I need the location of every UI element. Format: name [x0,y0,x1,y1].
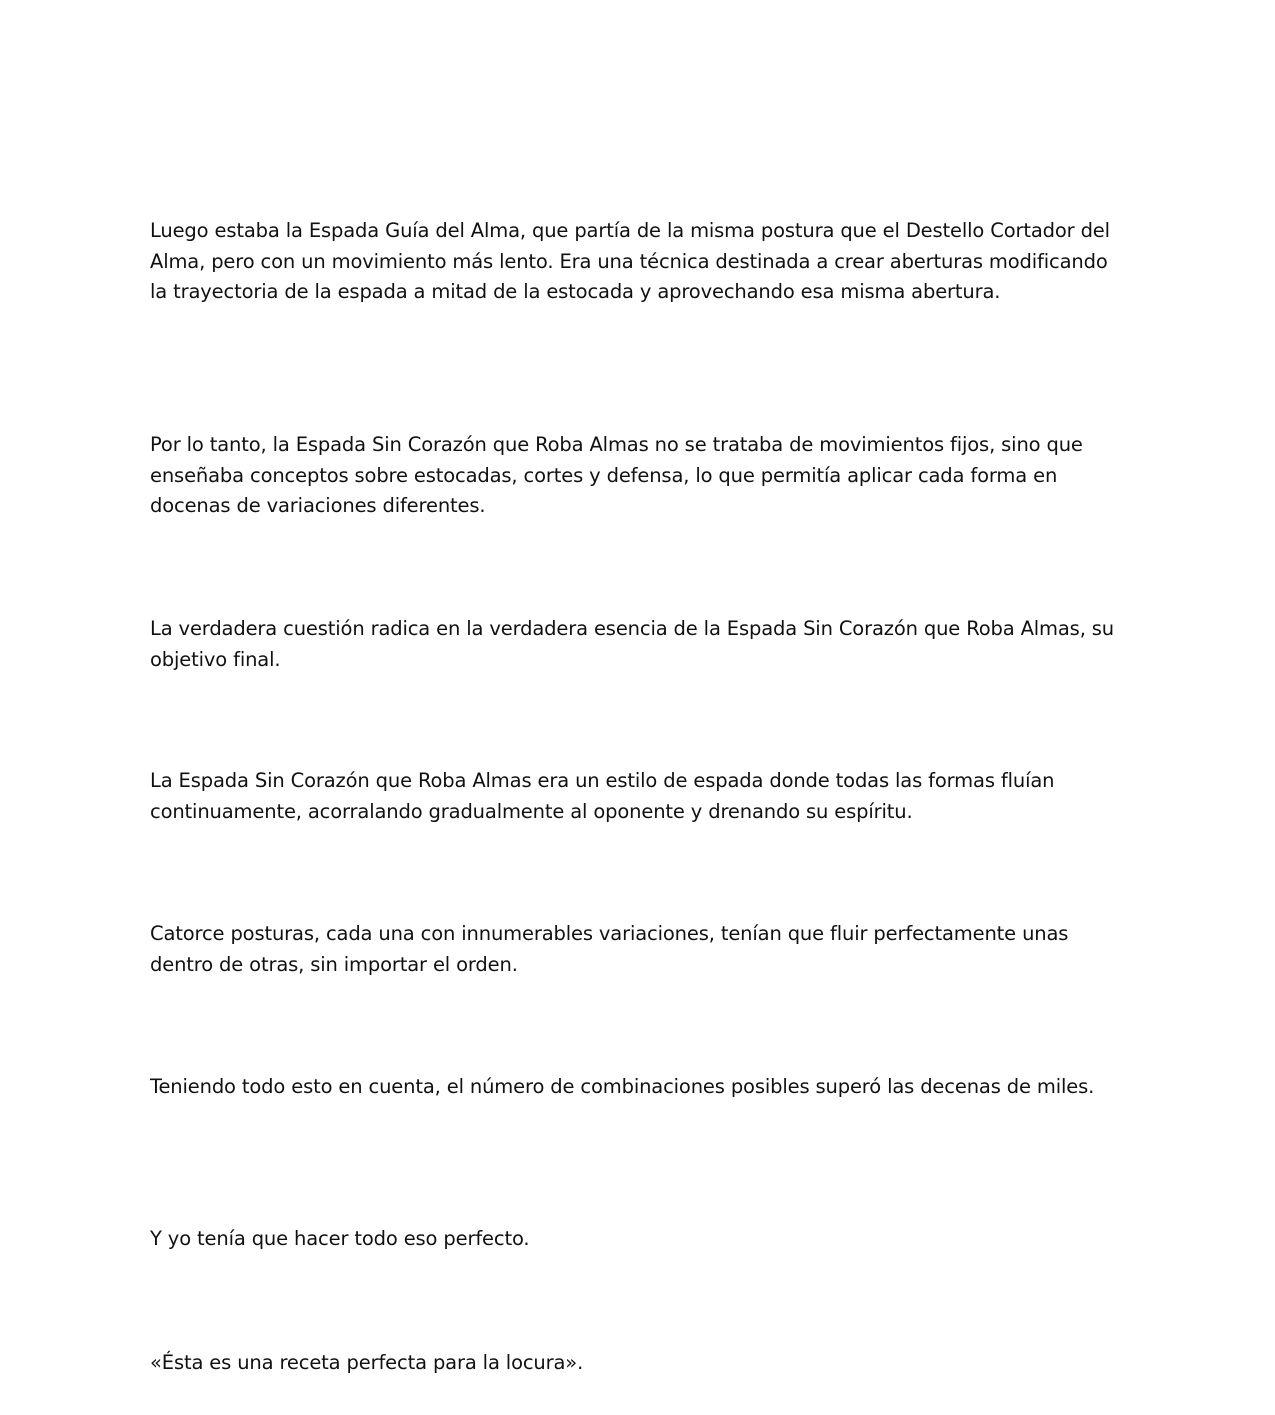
paragraph-8: «Ésta es una receta perfecta para la locura». [150,1351,584,1374]
paragraph-7: Y yo tenía que hacer todo eso perfecto. [150,1227,530,1250]
paragraph-4: La Espada Sin Corazón que Roba Almas era un estilo de espada donde todas las formas fluían continuamente, acorralando gradualmente al oponente y drenando su espíritu. [150,769,1055,823]
paragraph-1: Luego estaba la Espada Guía del Alma, que partía de la misma postura que el Destello Cortador del Alma, pero con un movimiento más lento. Era una técnica destinada a crear aberturas modificando la trayectoria de la espada a mitad de la estocada y aprovechando esa misma abertura. [150,219,1110,303]
paragraph-6: Teniendo todo esto en cuenta, el número de combinaciones posibles superó las decenas de miles. [150,1075,1095,1098]
paragraph-5: Catorce posturas, cada una con innumerables variaciones, tenían que fluir perfectamente unas dentro de otras, sin importar el orden. [150,922,1069,976]
paragraph-3: La verdadera cuestión radica en la verdadera esencia de la Espada Sin Corazón que Roba Almas, su objetivo final. [150,617,1115,671]
paragraph-2: Por lo tanto, la Espada Sin Corazón que Roba Almas no se trataba de movimientos fijos, sino que enseñaba conceptos sobre estocadas, cortes y defensa, lo que permitía aplicar cada forma en docenas de variaciones diferentes. [150,433,1083,517]
